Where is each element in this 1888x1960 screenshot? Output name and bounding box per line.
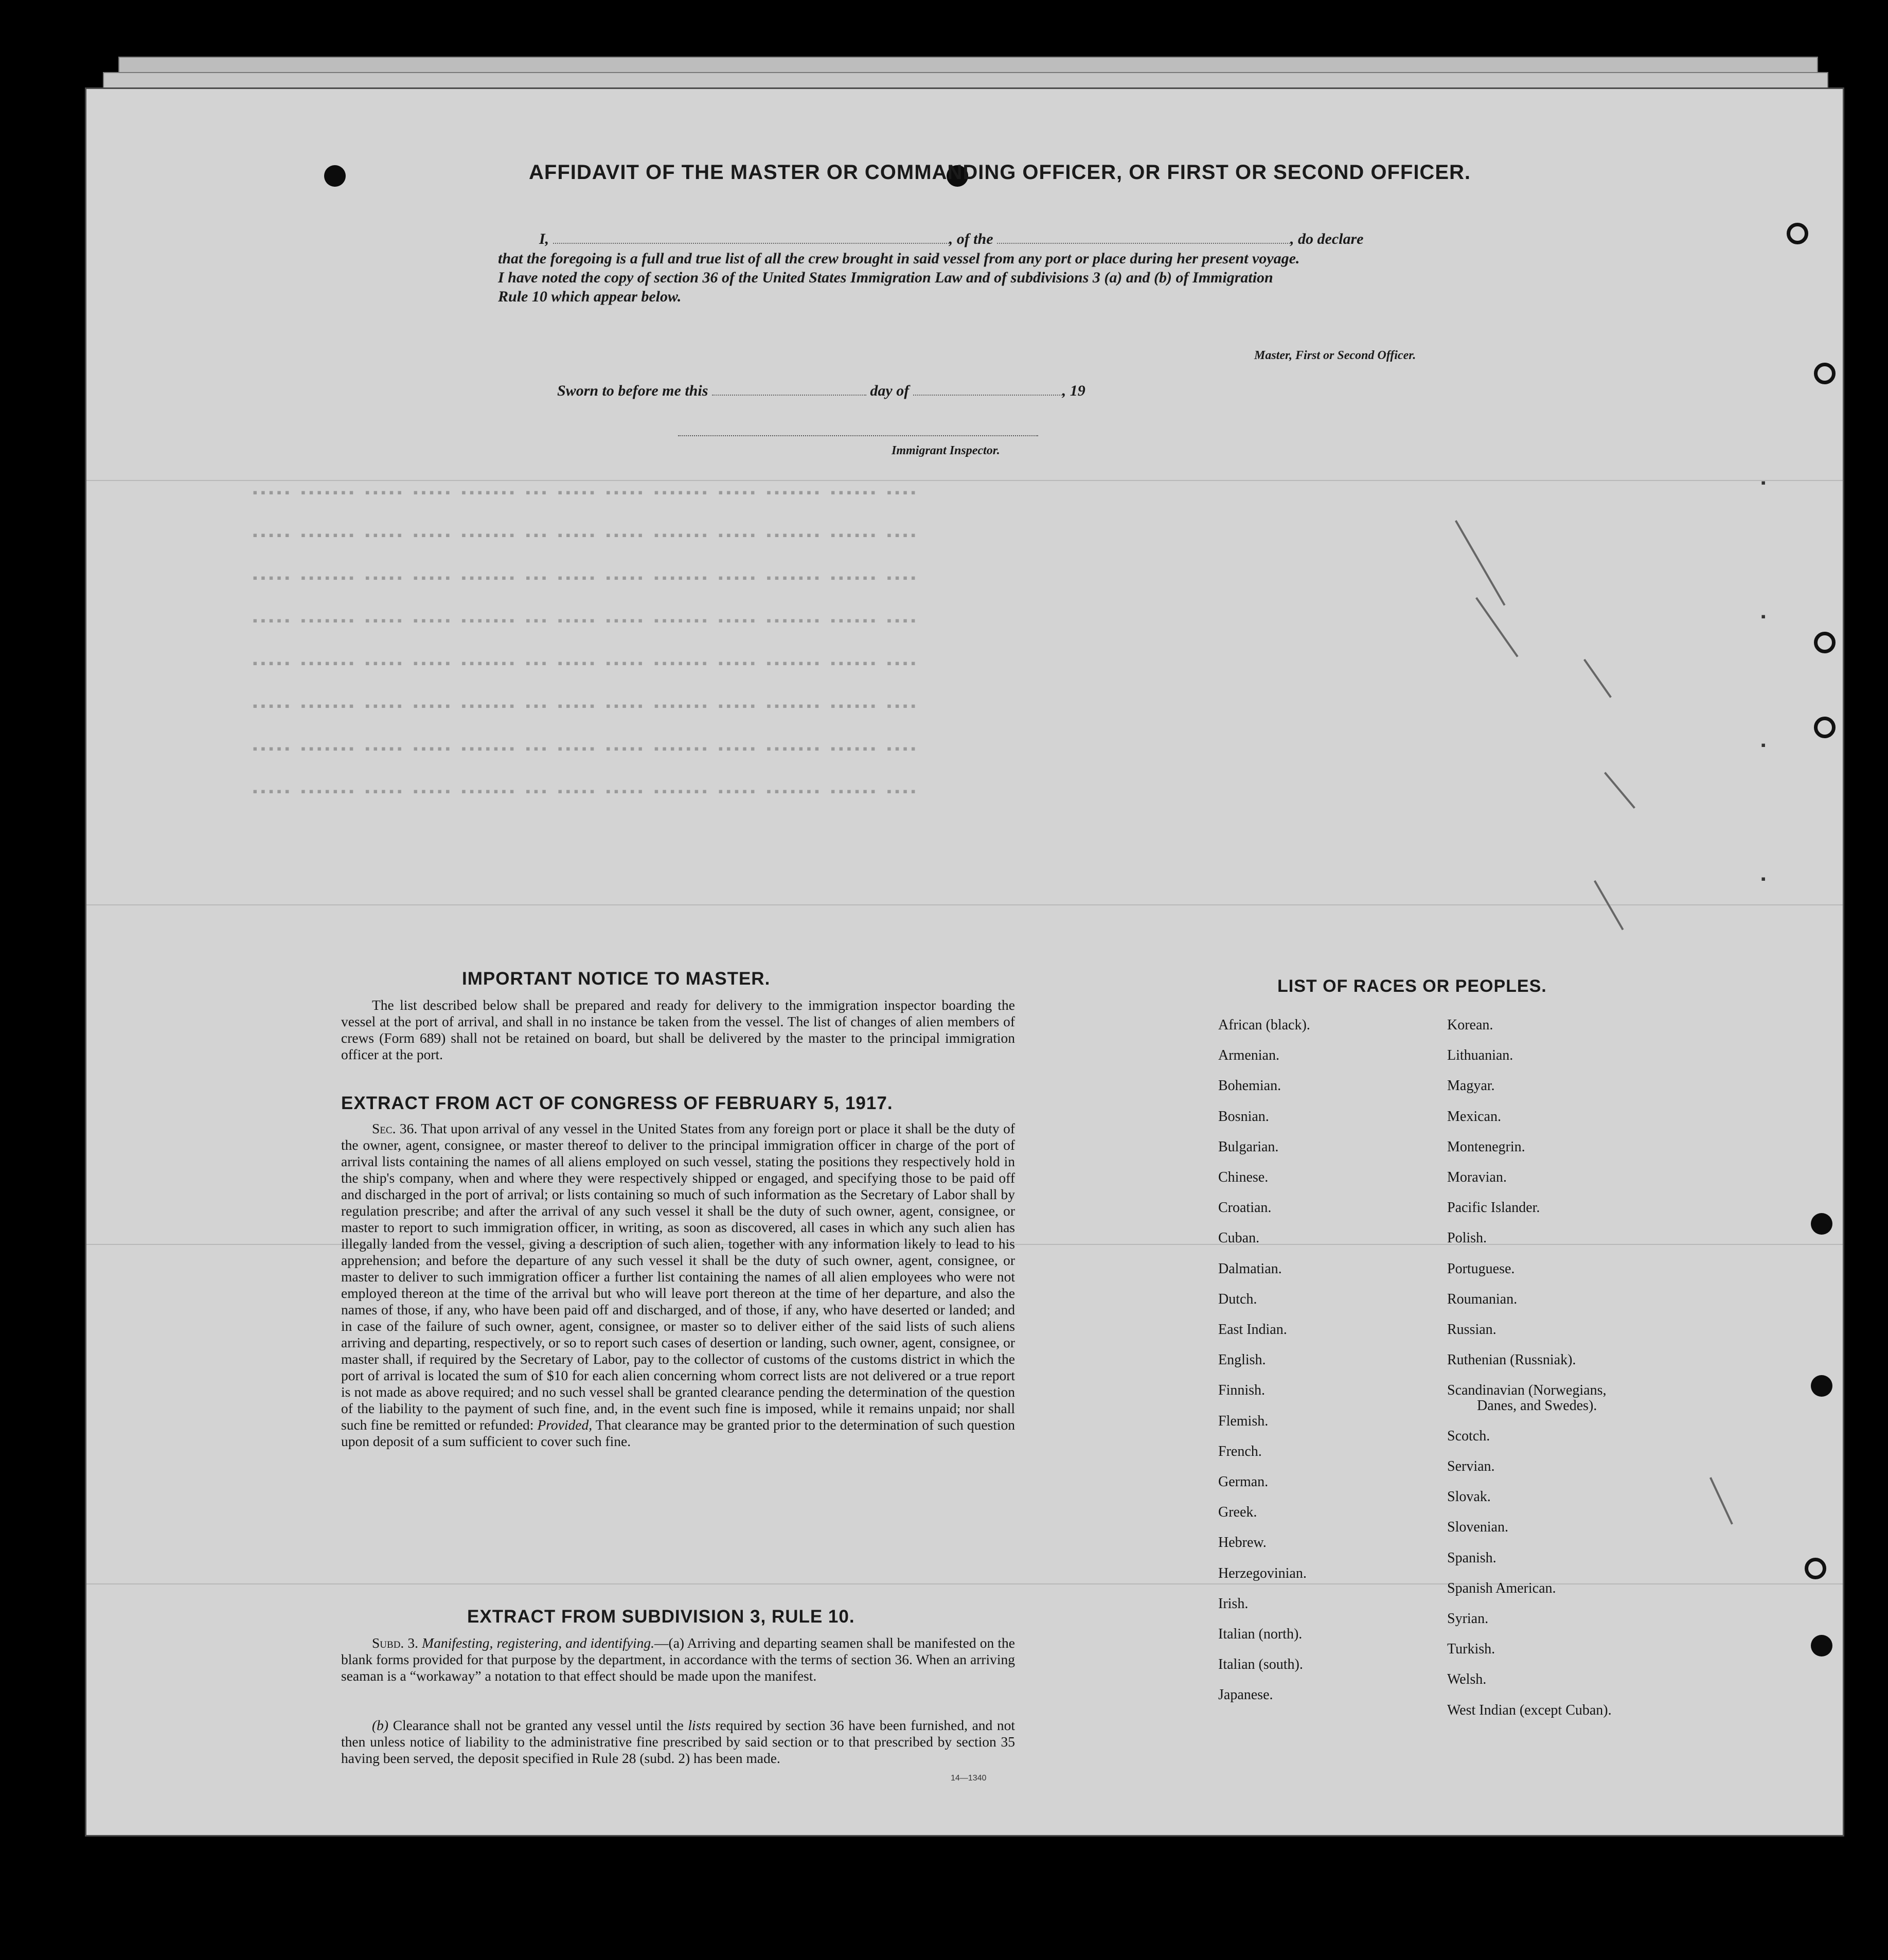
affidavit-of-the: , of the [949, 230, 993, 247]
race-item: Spanish. [1447, 1549, 1497, 1566]
inspector-label: Immigrant Inspector. [892, 444, 1000, 457]
name-blank [553, 243, 949, 244]
sec-body: That upon arrival of any vessel in the United States from any foreign port or place it shall be the duty of the owner, agent, consignee, or master thereof to deliver to the principal immigration officer in charge of the port of arrival lists containing the names of all aliens employed on such vessel, stating the positions they respectively hold in the ship's company, when and where they were respectively shipped or engaged, and specifying those to be paid off and discharged in the port of arrival; or lists containing so much of such information as the Secretary of Labor shall by regulation prescribe; and after the arrival of any such vessel it shall be the duty of such owner, agent, consignee, or master to report to such immigration officer, in writing, as soon as discovered, all cases in which any such alien has illegally landed from the vessel, giving a description of such alien, together with any information likely to lead to his apprehension; and before the departure of any such vessel it shall be the duty of such owner, agent, consignee, or master to deliver to such immigration officer a further list containing the names of all alien employees who were not employed thereon at the time of the arrival but who will leave port thereon at the time of her departure, and also the names of those, if any, who have been paid off and discharged, and of those, if any, who have deserted or landed; and in case of the failure of such owner, agent, consignee, or master so to deliver either of the said lists of such aliens arriving and departing, respectively, or so to report such cases of desertion or landing, such owner, agent, consignee, or master shall, if required by the Secretary of Labor, pay to the collector of customs of the customs district in which the port of arrival is located the sum of $10 for each alien concerning whom correct lists are not delivered or a true report is not made as above required; and no such vessel shall be granted clearance pending the determination of the question of the liability to the payment of such fine, and, in the event such fine is imposed, while it remains unpaid; nor shall such fine be remitted or refunded: [341, 1120, 1015, 1433]
race-item: Finnish. [1218, 1382, 1266, 1399]
race-item: Roumanian. [1447, 1291, 1518, 1307]
race-item: Magyar. [1447, 1078, 1495, 1094]
race-item: Turkish. [1447, 1641, 1495, 1658]
race-item: Croatian. [1218, 1200, 1272, 1216]
subd-label: Subd. 3. [372, 1635, 419, 1651]
notice-body: The list described below shall be prepared and ready for delivery to the immigration inspector boarding the vessel at the port of arrival, and shall in no instance be taken from the vessel. The list of changes of alien members of crews (Form 689) shall not be retained on board, but shall be delivered by the master to the principal immigration officer at the port. [341, 997, 1015, 1062]
manifest-page [85, 87, 1844, 1837]
punch-hole [1805, 1558, 1826, 1579]
race-item: Welsh. [1447, 1671, 1487, 1688]
para-b-lists: lists [688, 1717, 711, 1733]
race-item: Servian. [1447, 1458, 1495, 1475]
race-item: Japanese. [1218, 1687, 1273, 1703]
check-mark [1455, 520, 1505, 606]
rule-extract-para-a [341, 1635, 1015, 1684]
subd-heading: Manifesting, registering, and identifying. [422, 1635, 655, 1651]
race-item: Ruthenian (Russniak). [1447, 1352, 1576, 1368]
race-item: Greek. [1218, 1504, 1257, 1521]
race-item: Korean. [1447, 1017, 1493, 1033]
row-number-mark: ▪ [1761, 609, 1766, 624]
subd-para-a: —(a) Arriving and departing seamen shall be manifested on the blank forms provided for that purpose by the department, in accordance with the terms of section 36. When an arriving seaman is a “workaway” a notation to that effect should be made upon the manifest. [341, 1635, 1015, 1684]
race-item: Herzegovinian. [1218, 1565, 1307, 1581]
act-extract-title: EXTRACT FROM ACT OF CONGRESS OF FEBRUARY 5, 1917. [341, 1093, 893, 1113]
vessel-blank [997, 243, 1290, 244]
race-item: Italian (south). [1218, 1656, 1303, 1673]
race-item: Italian (north). [1218, 1626, 1303, 1643]
notice-title: IMPORTANT NOTICE TO MASTER. [462, 969, 771, 989]
race-item: Flemish. [1218, 1413, 1269, 1429]
punch-hole [1811, 1213, 1832, 1235]
punch-hole [1787, 223, 1808, 244]
race-item: Irish. [1218, 1595, 1249, 1612]
race-item: African (black). [1218, 1017, 1310, 1033]
sworn-text: Sworn to before me this [557, 382, 708, 399]
affidavit-i: I, [539, 230, 549, 247]
ruled-line [86, 904, 1843, 905]
affidavit-title: AFFIDAVIT OF THE MASTER OR COMMANDING OFFICER, OR FIRST OR SECOND OFFICER. [529, 161, 1471, 184]
row-number-mark: ▪ [1761, 737, 1766, 753]
rule-extract-title: EXTRACT FROM SUBDIVISION 3, RULE 10. [467, 1607, 855, 1627]
race-item: West Indian (except Cuban). [1447, 1702, 1612, 1718]
race-item: Slovenian. [1447, 1519, 1508, 1536]
race-item: Montenegrin. [1447, 1138, 1525, 1155]
rule-extract-para-b [341, 1717, 1015, 1767]
race-item: Bosnian. [1218, 1108, 1269, 1125]
race-item: French. [1218, 1443, 1262, 1459]
race-item: Scotch. [1447, 1428, 1490, 1444]
race-item: Scandinavian (Norwegians, [1447, 1382, 1607, 1399]
affidavit-line-1 [539, 230, 1363, 248]
race-item: English. [1218, 1352, 1266, 1368]
check-mark [1583, 659, 1612, 698]
provided-label: Provided, [537, 1417, 593, 1433]
affidavit-line-2: that the foregoing is a full and true list of all the crew brought in said vessel from any port or place during her present voyage. [498, 250, 1300, 267]
punch-hole [1814, 363, 1836, 384]
race-item: Slovak. [1447, 1489, 1491, 1505]
master-signature-label: Master, First or Second Officer. [1254, 349, 1416, 362]
sec-body-end: That clearance may be granted prior to the determination of such question upon deposit of a sum sufficient to cover such fine. [341, 1417, 1016, 1449]
race-item: Dalmatian. [1218, 1260, 1282, 1277]
para-b-2: required by section 36 have been furnished, and not then unless notice of liability to the administrative fine prescribed by said section or to that prescribed by section 35 having been served, the deposit specified in Rule 28 (subd. 2) has been made. [341, 1717, 1016, 1766]
race-item: Spanish American. [1447, 1580, 1556, 1596]
races-left-column [1218, 1010, 1310, 1710]
row-number-mark: ▪ [1761, 871, 1766, 886]
race-item: Danes, and Swedes). [1477, 1397, 1597, 1414]
sworn-line [557, 382, 1085, 400]
affidavit-line-3: I have noted the copy of section 36 of the United States Immigration Law and of subdivisions 3 (a) and (b) of Immigration [498, 269, 1273, 286]
race-item: Mexican. [1447, 1108, 1501, 1125]
punch-hole [1811, 1375, 1832, 1397]
day-of-text: day of [870, 382, 910, 399]
check-mark [1709, 1477, 1733, 1524]
races-right-column [1447, 1010, 1612, 1725]
year-prefix: , 19 [1062, 382, 1085, 399]
punch-hole [1814, 632, 1836, 653]
inspector-signature-line [678, 435, 1038, 436]
race-item: Polish. [1447, 1230, 1487, 1246]
month-blank [913, 395, 1062, 396]
race-item: Syrian. [1447, 1611, 1489, 1627]
punch-hole [1814, 717, 1836, 738]
punch-hole [1811, 1635, 1832, 1656]
race-item: Armenian. [1218, 1047, 1279, 1064]
races-title: LIST OF RACES OR PEOPLES. [1277, 976, 1547, 996]
punch-hole [324, 165, 346, 187]
race-item: Russian. [1447, 1322, 1497, 1338]
race-item: Moravian. [1447, 1169, 1507, 1186]
check-mark [1475, 597, 1519, 657]
affidavit-line-4: Rule 10 which appear below. [498, 288, 682, 305]
race-item: Bohemian. [1218, 1078, 1281, 1094]
race-item: Portuguese. [1447, 1260, 1515, 1277]
bleed-through-rows: ▪▪▪▪▪ ▪▪▪▪▪▪▪ ▪▪▪▪▪ ▪▪▪▪▪ ▪▪▪▪▪▪▪ ▪▪▪ ▪▪▪▪▪ ▪▪▪▪▪ ▪▪▪▪▪▪▪ ▪▪▪▪▪ ▪▪▪▪▪▪▪ ▪▪▪▪▪▪ ▪▪▪▪ ▪▪▪▪▪ ▪▪▪▪▪▪▪ ▪▪▪▪▪ ▪▪▪▪▪ ▪▪▪▪▪▪▪ ▪▪▪ ▪▪▪▪▪ ▪▪▪▪▪ ▪▪▪▪▪▪▪ ▪▪▪▪▪ ▪▪▪▪▪▪▪ ▪▪▪▪▪▪ ▪▪▪▪ ▪▪▪▪▪ ▪▪▪▪▪▪▪ ▪▪▪▪▪ ▪▪▪▪▪ ▪▪▪▪▪▪▪ ▪▪▪ ▪▪▪▪▪ ▪▪▪▪▪ ▪▪▪▪▪▪▪ ▪▪▪▪▪ ▪▪▪▪▪▪▪ ▪▪▪▪▪▪ ▪▪▪▪ ▪▪▪▪▪ ▪▪▪▪▪▪▪ ▪▪▪▪▪ ▪▪▪▪▪ ▪▪▪▪▪▪▪ ▪▪▪ ▪▪▪▪▪ ▪▪▪▪▪ ▪▪▪▪▪▪▪ ▪▪▪▪▪ ▪▪▪▪▪▪▪ ▪▪▪▪▪▪ ▪▪▪▪ ▪▪▪▪▪ ▪▪▪▪▪▪▪ ▪▪▪▪▪ ▪▪▪▪▪ ▪▪▪▪▪▪▪ ▪▪▪ ▪▪▪▪▪ ▪▪▪▪▪ ▪▪▪▪▪▪▪ ▪▪▪▪▪ ▪▪▪▪▪▪▪ ▪▪▪▪▪▪ ▪▪▪▪ ▪▪▪▪▪ ▪▪▪▪▪▪▪ ▪▪▪▪▪ ▪▪▪▪▪ ▪▪▪▪▪▪▪ ▪▪▪ ▪▪▪▪▪ ▪▪▪▪▪ ▪▪▪▪▪▪▪ ▪▪▪▪▪ ▪▪▪▪▪▪▪ ▪▪▪▪▪▪ ▪▪▪▪ ▪▪▪▪▪ ▪▪▪▪▪▪▪ ▪▪▪▪▪ ▪▪▪▪▪ ▪▪▪▪▪▪▪ ▪▪▪ ▪▪▪▪▪ ▪▪▪▪▪ ▪▪▪▪▪▪▪ ▪▪▪▪▪ ▪▪▪▪▪▪▪ ▪▪▪▪▪▪ ▪▪▪▪ ▪▪▪▪▪ ▪▪▪▪▪▪▪ ▪▪▪▪▪ ▪▪▪▪▪ ▪▪▪▪▪▪▪ ▪▪▪ ▪▪▪▪▪ ▪▪▪▪▪ ▪▪▪▪▪▪▪ ▪▪▪▪▪ ▪▪▪▪▪▪▪ ▪▪▪▪▪▪ ▪▪▪▪ [251, 486, 918, 800]
affidavit-declare: , do declare [1290, 230, 1364, 247]
act-extract-body [341, 1120, 1015, 1450]
race-item: Dutch. [1218, 1291, 1257, 1307]
race-item: Cuban. [1218, 1230, 1260, 1246]
race-item: East Indian. [1218, 1322, 1287, 1338]
race-item: Lithuanian. [1447, 1047, 1513, 1064]
race-item: Bulgarian. [1218, 1138, 1279, 1155]
race-item: Pacific Islander. [1447, 1200, 1540, 1216]
para-b-label: (b) [372, 1717, 389, 1733]
day-blank [712, 395, 866, 396]
sec-label: Sec. 36. [372, 1120, 418, 1136]
race-item: German. [1218, 1474, 1269, 1490]
row-number-mark: ▪ [1761, 475, 1766, 490]
race-item: Hebrew. [1218, 1535, 1267, 1551]
form-code: 14—1340 [951, 1774, 987, 1783]
para-b-1: Clearance shall not be granted any vessel until the [393, 1717, 684, 1733]
race-item: Chinese. [1218, 1169, 1269, 1186]
check-mark [1604, 772, 1635, 809]
